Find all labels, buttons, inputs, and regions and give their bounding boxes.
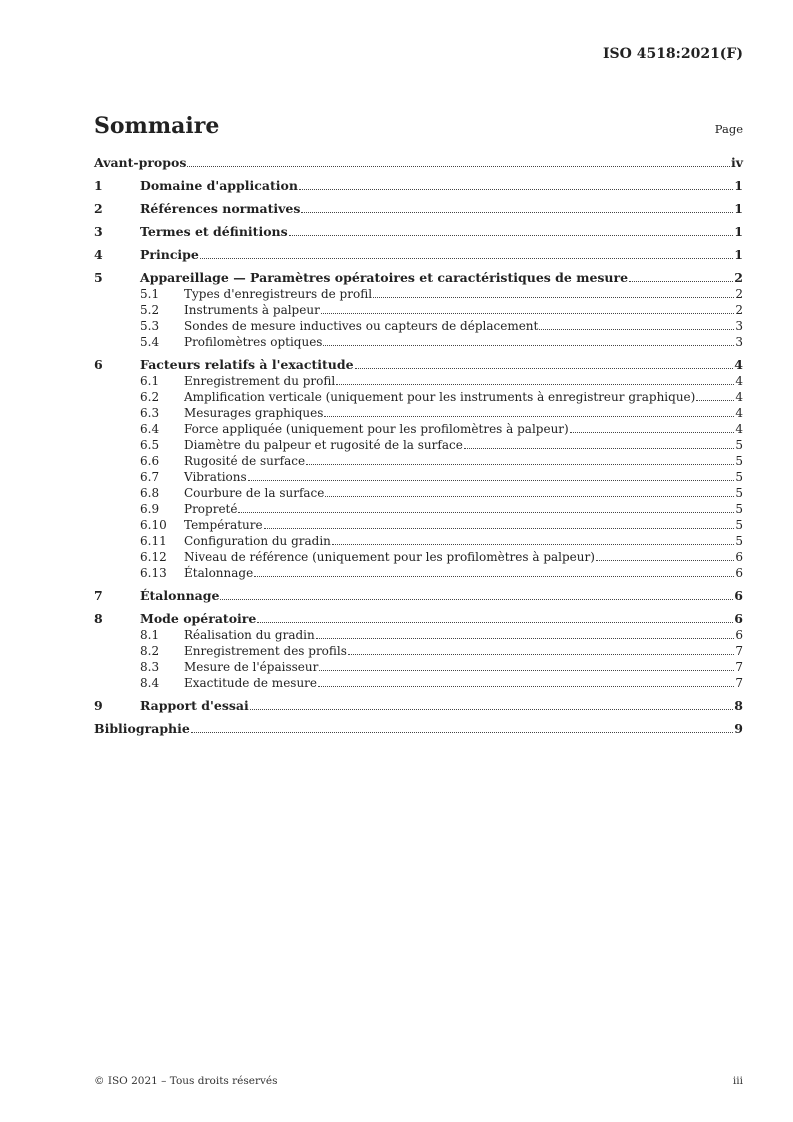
toc-chapter-entry[interactable] — [94, 201, 743, 217]
toc-entry-number: 6.9 — [140, 502, 160, 516]
toc-entry-title: Diamètre du palpeur et rugosité de la surface — [184, 438, 463, 452]
toc-entry-title: Références normatives — [140, 201, 301, 216]
toc-entry-title: Avant-propos — [94, 155, 187, 170]
toc-leader-dots — [187, 165, 730, 167]
document-id: ISO 4518:2021(F) — [602, 46, 743, 62]
toc-entry-number: 1 — [94, 178, 103, 193]
toc-entry-page: 5 — [735, 502, 743, 516]
toc-entry-page: 6 — [735, 628, 743, 642]
toc-entry-title: Termes et définitions — [140, 224, 288, 239]
toc-chapter-entry[interactable] — [94, 698, 743, 714]
toc-entry-page: 5 — [735, 518, 743, 532]
toc-entry-title: Étalonnage — [184, 566, 254, 580]
toc-subsection-entry[interactable] — [94, 627, 743, 643]
toc-leader-dots — [570, 431, 735, 433]
toc-subsection-entry[interactable] — [94, 334, 743, 350]
toc-entry-title: Mesure de l'épaisseur — [184, 660, 319, 674]
toc-entry-number: 6.10 — [140, 518, 167, 532]
table-of-contents — [94, 155, 743, 737]
toc-entry-number: 3 — [94, 224, 103, 239]
toc-subsection-entry[interactable] — [94, 565, 743, 581]
toc-chapter-entry[interactable] — [94, 721, 743, 737]
toc-leader-dots — [289, 234, 734, 236]
toc-leader-dots — [629, 280, 733, 282]
toc-entry-page: 5 — [735, 438, 743, 452]
toc-entry-page: 5 — [735, 534, 743, 548]
toc-entry-number: 5.4 — [140, 335, 160, 349]
toc-entry-title: Exactitude de mesure — [184, 676, 318, 690]
toc-leader-dots — [323, 344, 734, 346]
toc-subsection-entry[interactable] — [94, 389, 743, 405]
page-title: Sommaire — [94, 113, 220, 139]
toc-leader-dots — [321, 312, 735, 314]
toc-entry-page: 3 — [735, 319, 743, 333]
toc-entry-page: 5 — [735, 470, 743, 484]
toc-entry-page: iv — [730, 155, 743, 170]
toc-leader-dots — [539, 328, 734, 330]
toc-leader-dots — [696, 399, 734, 401]
toc-leader-dots — [373, 296, 734, 298]
toc-entry-page: 4 — [734, 357, 743, 372]
toc-subsection-entry[interactable] — [94, 421, 743, 437]
toc-leader-dots — [348, 653, 734, 655]
toc-entry-number: 5 — [94, 270, 103, 285]
toc-subsection-entry[interactable] — [94, 318, 743, 334]
toc-entry-page: 1 — [734, 247, 743, 262]
toc-subsection-entry[interactable] — [94, 302, 743, 318]
toc-entry-page: 5 — [735, 486, 743, 500]
toc-entry-title: Réalisation du gradin — [184, 628, 315, 642]
toc-entry-title: Rapport d'essai — [140, 698, 249, 713]
toc-entry-title: Domaine d'application — [140, 178, 298, 193]
toc-chapter-entry[interactable] — [94, 155, 743, 171]
toc-entry-number: 5.2 — [140, 303, 160, 317]
toc-entry-page: 2 — [735, 287, 743, 301]
toc-entry-title: Propreté — [184, 502, 238, 516]
toc-subsection-entry[interactable] — [94, 286, 743, 302]
toc-entry-number: 4 — [94, 247, 103, 262]
toc-entry-number: 8.3 — [140, 660, 160, 674]
toc-entry-title: Niveau de référence (uniquement pour les profilomètres à palpeur) — [184, 550, 595, 564]
toc-entry-number: 2 — [94, 201, 103, 216]
toc-entry-title: Mode opératoire — [140, 611, 257, 626]
toc-entry-page: 3 — [735, 335, 743, 349]
copyright-notice: © ISO 2021 – Tous droits réservés — [94, 1075, 278, 1087]
toc-entry-number: 6.4 — [140, 422, 160, 436]
toc-entry-number: 6 — [94, 357, 103, 372]
toc-chapter-entry[interactable] — [94, 224, 743, 240]
toc-subsection-entry[interactable] — [94, 405, 743, 421]
toc-entry-title: Principe — [140, 247, 199, 262]
toc-entry-title: Mesurages graphiques — [184, 406, 324, 420]
toc-entry-page: 1 — [734, 224, 743, 239]
toc-subsection-entry[interactable] — [94, 533, 743, 549]
toc-entry-page: 4 — [735, 406, 743, 420]
toc-entry-page: 4 — [735, 390, 743, 404]
toc-leader-dots — [319, 669, 734, 671]
toc-subsection-entry[interactable] — [94, 659, 743, 675]
toc-entry-title: Rugosité de surface — [184, 454, 306, 468]
toc-entry-page: 1 — [734, 178, 743, 193]
toc-entry-title: Température — [184, 518, 263, 532]
toc-leader-dots — [248, 479, 735, 481]
toc-entry-page: 2 — [734, 270, 743, 285]
toc-entry-title: Amplification verticale (uniquement pour les instruments à enregistreur graphique) — [184, 390, 696, 404]
toc-entry-page: 6 — [735, 566, 743, 580]
toc-entry-page: 4 — [735, 374, 743, 388]
toc-entry-page: 8 — [734, 698, 743, 713]
toc-entry-title: Facteurs relatifs à l'exactitude — [140, 357, 354, 372]
toc-subsection-entry[interactable] — [94, 453, 743, 469]
toc-leader-dots — [257, 621, 733, 623]
toc-subsection-entry[interactable] — [94, 675, 743, 691]
toc-leader-dots — [318, 685, 734, 687]
toc-leader-dots — [464, 447, 735, 449]
toc-leader-dots — [299, 188, 733, 190]
toc-leader-dots — [336, 383, 734, 385]
toc-chapter-entry[interactable] — [94, 270, 743, 286]
toc-entry-number: 6.6 — [140, 454, 160, 468]
toc-leader-dots — [200, 257, 733, 259]
toc-entry-number: 6.8 — [140, 486, 160, 500]
toc-entry-page: 4 — [735, 422, 743, 436]
toc-chapter-entry[interactable] — [94, 178, 743, 194]
toc-entry-number: 6.13 — [140, 566, 167, 580]
toc-chapter-entry[interactable] — [94, 357, 743, 373]
toc-entry-title: Profilomètres optiques — [184, 335, 323, 349]
toc-entry-number: 8.4 — [140, 676, 160, 690]
toc-entry-number: 5.3 — [140, 319, 160, 333]
toc-entry-number: 5.1 — [140, 287, 160, 301]
toc-entry-title: Courbure de la surface — [184, 486, 325, 500]
toc-leader-dots — [250, 708, 734, 710]
toc-chapter-entry[interactable] — [94, 247, 743, 263]
toc-chapter-entry[interactable] — [94, 588, 743, 604]
toc-entry-number: 8.1 — [140, 628, 160, 642]
toc-entry-title: Bibliographie — [94, 721, 190, 736]
toc-entry-number: 6.12 — [140, 550, 167, 564]
toc-entry-page: 1 — [734, 201, 743, 216]
toc-entry-page: 2 — [735, 303, 743, 317]
toc-leader-dots — [301, 211, 733, 213]
toc-leader-dots — [254, 575, 734, 577]
toc-entry-title: Vibrations — [184, 470, 247, 484]
toc-entry-page: 5 — [735, 454, 743, 468]
toc-entry-page: 6 — [734, 611, 743, 626]
toc-leader-dots — [316, 637, 735, 639]
toc-entry-title: Sondes de mesure inductives ou capteurs de déplacement — [184, 319, 539, 333]
toc-entry-number: 6.2 — [140, 390, 160, 404]
title-row — [94, 113, 743, 139]
toc-entry-page: 6 — [734, 588, 743, 603]
toc-entry-title: Instruments à palpeur — [184, 303, 320, 317]
toc-chapter-entry[interactable] — [94, 611, 743, 627]
toc-leader-dots — [332, 543, 734, 545]
toc-subsection-entry[interactable] — [94, 643, 743, 659]
toc-entry-title: Enregistrement des profils — [184, 644, 347, 658]
toc-subsection-entry[interactable] — [94, 469, 743, 485]
toc-entry-number: 7 — [94, 588, 103, 603]
toc-entry-title: Configuration du gradin — [184, 534, 331, 548]
toc-subsection-entry[interactable] — [94, 549, 743, 565]
toc-entry-number: 6.3 — [140, 406, 160, 420]
footer — [94, 1075, 743, 1087]
toc-entry-page: 6 — [735, 550, 743, 564]
toc-entry-number: 9 — [94, 698, 103, 713]
toc-entry-title: Force appliquée (uniquement pour les profilomètres à palpeur) — [184, 422, 569, 436]
toc-entry-page: 9 — [734, 721, 743, 736]
toc-entry-page: 7 — [735, 676, 743, 690]
toc-entry-title: Étalonnage — [140, 588, 220, 603]
toc-subsection-entry[interactable] — [94, 501, 743, 517]
toc-entry-title: Appareillage — Paramètres opératoires et caractéristiques de mesure — [140, 270, 629, 285]
toc-entry-number: 8 — [94, 611, 103, 626]
toc-leader-dots — [325, 495, 734, 497]
toc-leader-dots — [324, 415, 734, 417]
page-column-label: Page — [714, 122, 743, 136]
toc-entry-number: 6.1 — [140, 374, 160, 388]
toc-subsection-entry[interactable] — [94, 373, 743, 389]
toc-entry-page: 7 — [735, 644, 743, 658]
toc-subsection-entry[interactable] — [94, 485, 743, 501]
toc-leader-dots — [238, 511, 734, 513]
page-number: iii — [732, 1075, 743, 1087]
toc-entry-page: 7 — [735, 660, 743, 674]
toc-entry-number: 6.7 — [140, 470, 160, 484]
toc-subsection-entry[interactable] — [94, 437, 743, 453]
toc-leader-dots — [596, 559, 734, 561]
toc-entry-title: Enregistrement du profil — [184, 374, 336, 388]
toc-entry-title: Types d'enregistreurs de profil — [184, 287, 373, 301]
toc-entry-number: 8.2 — [140, 644, 160, 658]
toc-subsection-entry[interactable] — [94, 517, 743, 533]
toc-leader-dots — [355, 367, 734, 369]
toc-leader-dots — [306, 463, 734, 465]
toc-entry-number: 6.5 — [140, 438, 160, 452]
toc-leader-dots — [191, 731, 733, 733]
toc-leader-dots — [264, 527, 735, 529]
toc-leader-dots — [220, 598, 733, 600]
toc-entry-number: 6.11 — [140, 534, 167, 548]
